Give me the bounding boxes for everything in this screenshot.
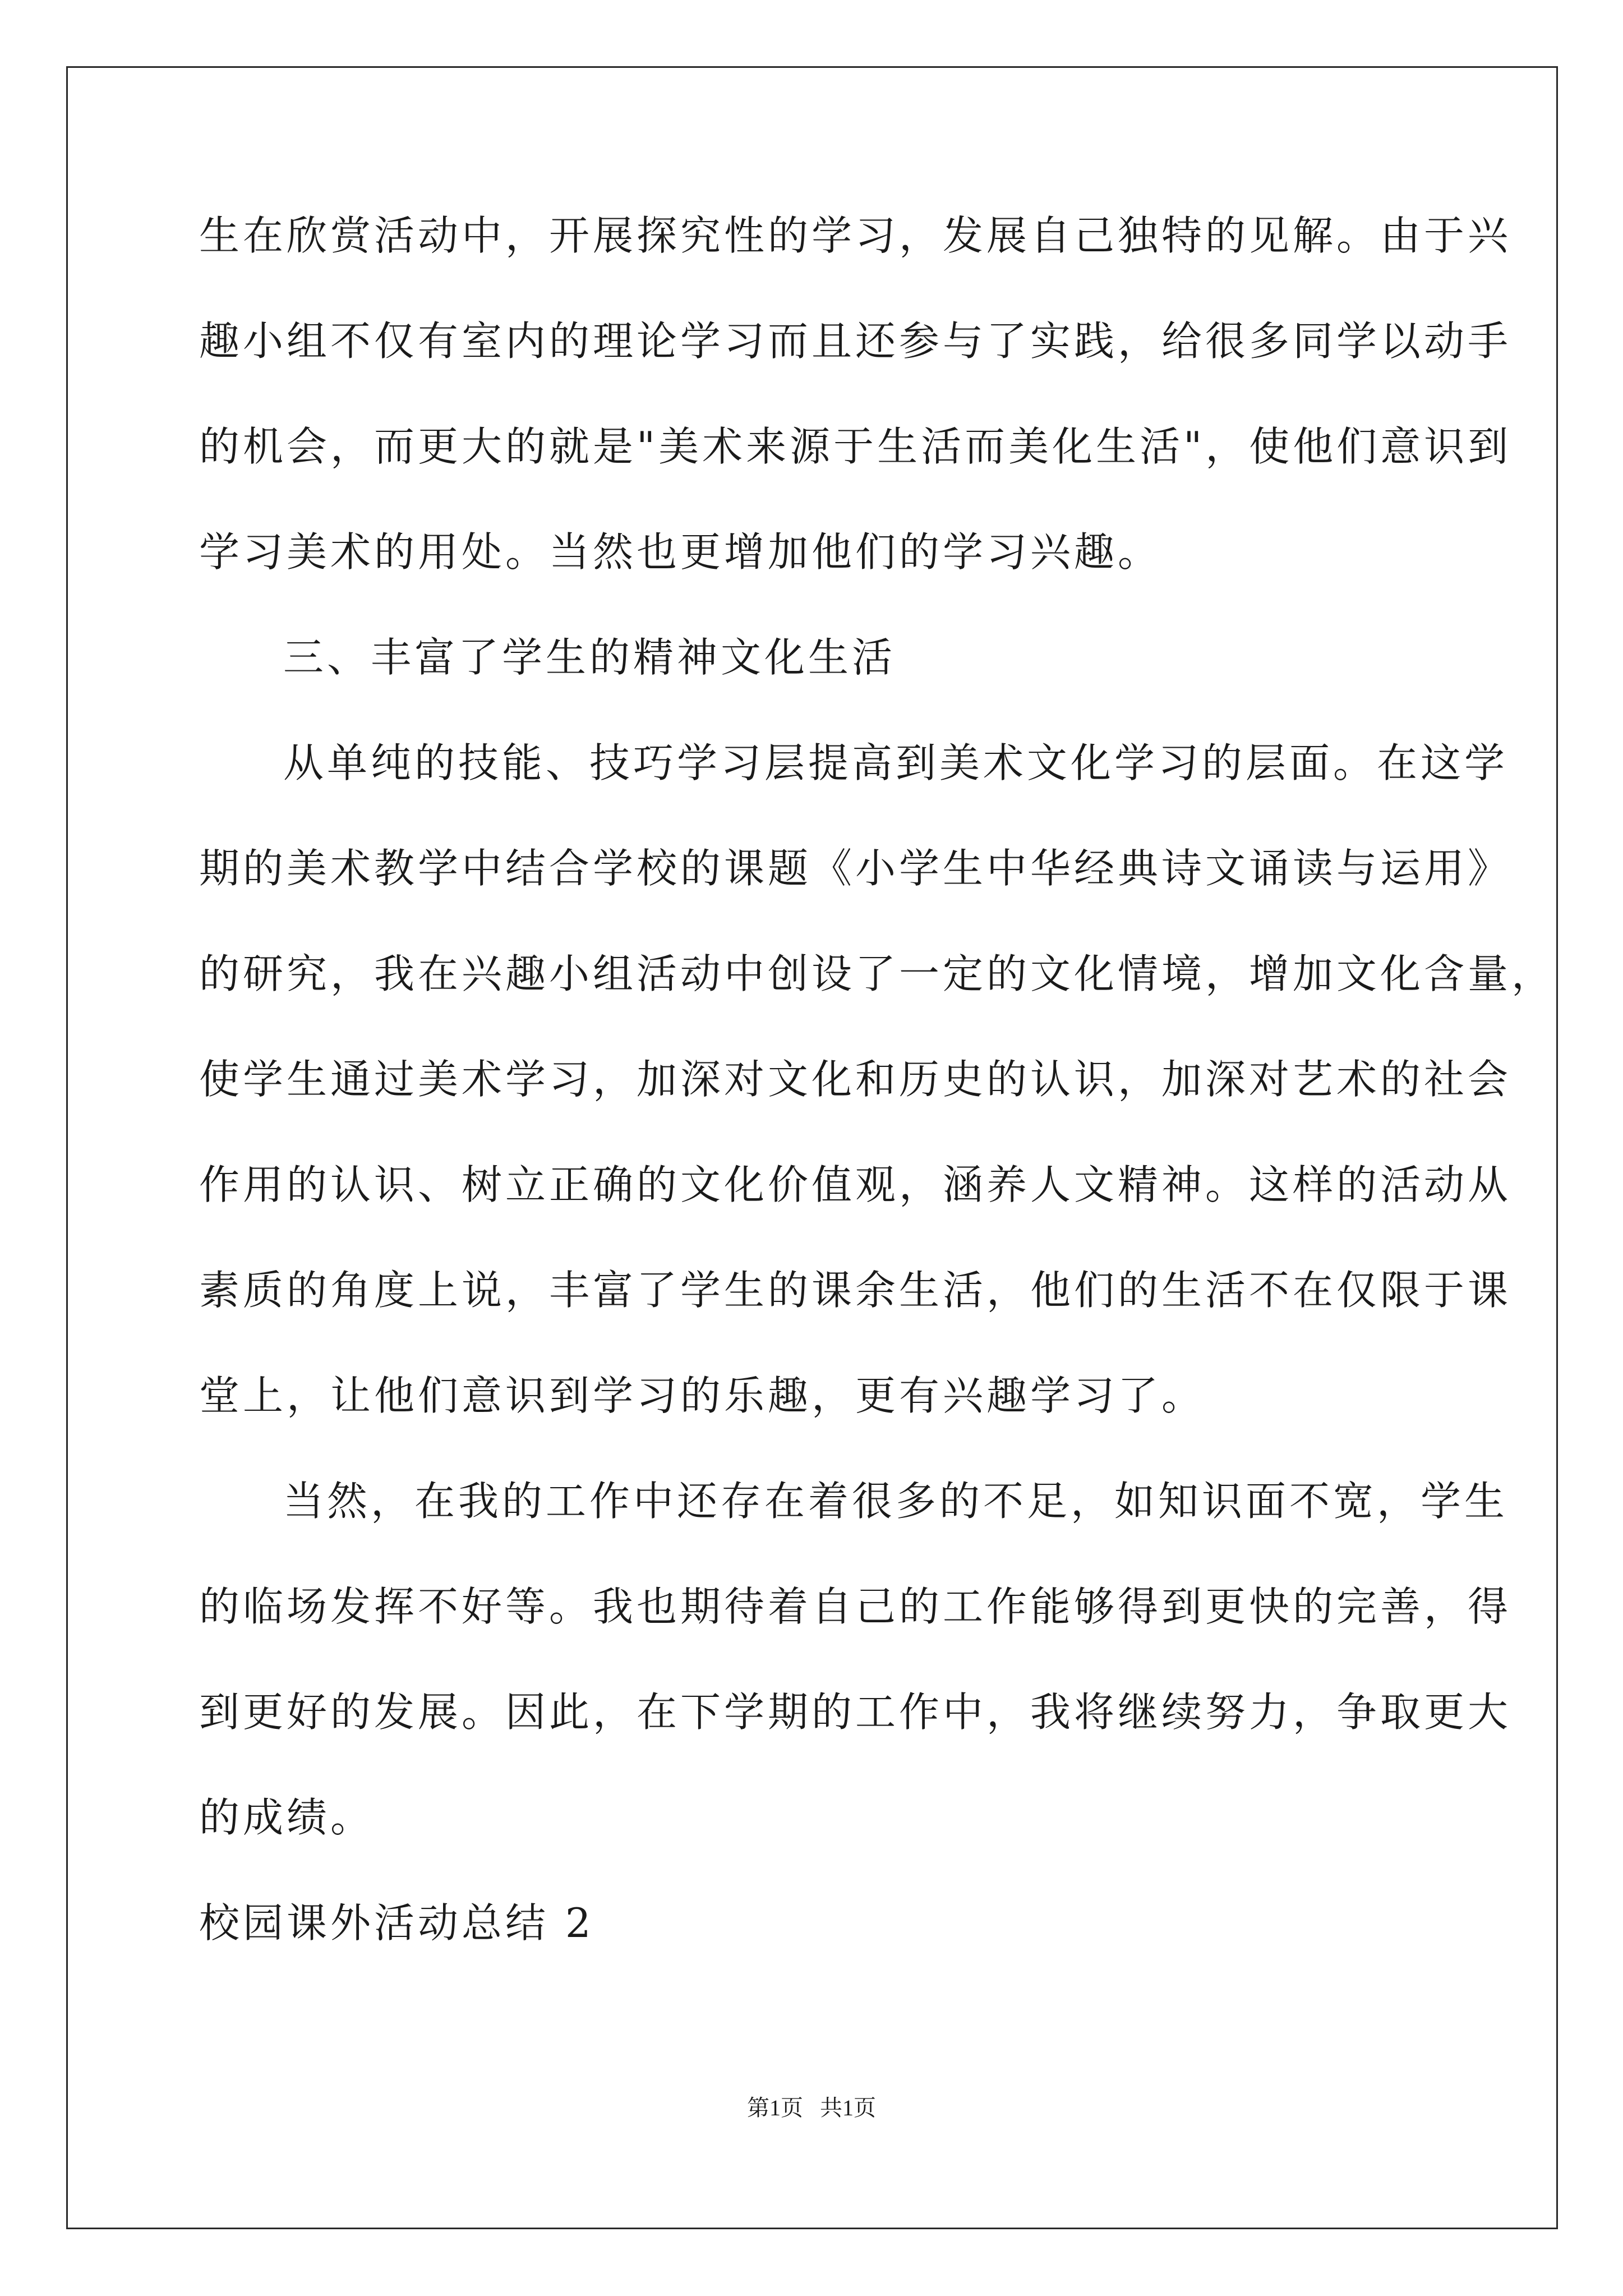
text-line: 素质的角度上说，丰富了学生的课余生活，他们的生活不在仅限于课 — [199, 1267, 1512, 1314]
text-line: 从单纯的技能、技巧学习层提高到美术文化学习的层面。在这学 — [283, 739, 1509, 786]
page-footer: 第1页 共1页 — [747, 2095, 876, 2120]
text-line: 学习美术的用处。当然也更增加他们的学习兴趣。 — [199, 528, 1162, 576]
text-line: 的机会，而更大的就是"美术来源于生活而美化生活"，使他们意识到 — [199, 423, 1512, 470]
text-line: 的成绩。 — [199, 1794, 375, 1841]
section-heading: 三、丰富了学生的精神文化生活 — [283, 634, 896, 681]
text-line: 堂上，让他们意识到学习的乐趣，更有兴趣学习了。 — [199, 1372, 1206, 1419]
text-line: 使学生通过美术学习，加深对文化和历史的认识，加深对艺术的社会 — [199, 1056, 1512, 1103]
text-line: 的研究，我在兴趣小组活动中创设了一定的文化情境，增加文化含量， — [199, 950, 1556, 997]
text-line: 作用的认识、树立正确的文化价值观，涵养人文精神。这样的活动从 — [199, 1161, 1512, 1208]
text-line: 趣小组不仅有室内的理论学习而且还参与了实践，给很多同学以动手 — [199, 318, 1512, 365]
document-subtitle: 校园课外活动总结 2 — [199, 1899, 594, 1947]
text-line: 生在欣赏活动中，开展探究性的学习，发展自己独特的见解。由于兴 — [199, 212, 1512, 259]
text-line: 当然，在我的工作中还存在着很多的不足，如知识面不宽，学生 — [283, 1478, 1509, 1525]
text-line: 到更好的发展。因此，在下学期的工作中，我将继续努力，争取更大 — [199, 1688, 1512, 1736]
text-line: 的临场发挥不好等。我也期待着自己的工作能够得到更快的完善，得 — [199, 1583, 1512, 1630]
text-line: 期的美术教学中结合学校的课题《小学生中华经典诗文诵读与运用》 — [199, 845, 1512, 892]
